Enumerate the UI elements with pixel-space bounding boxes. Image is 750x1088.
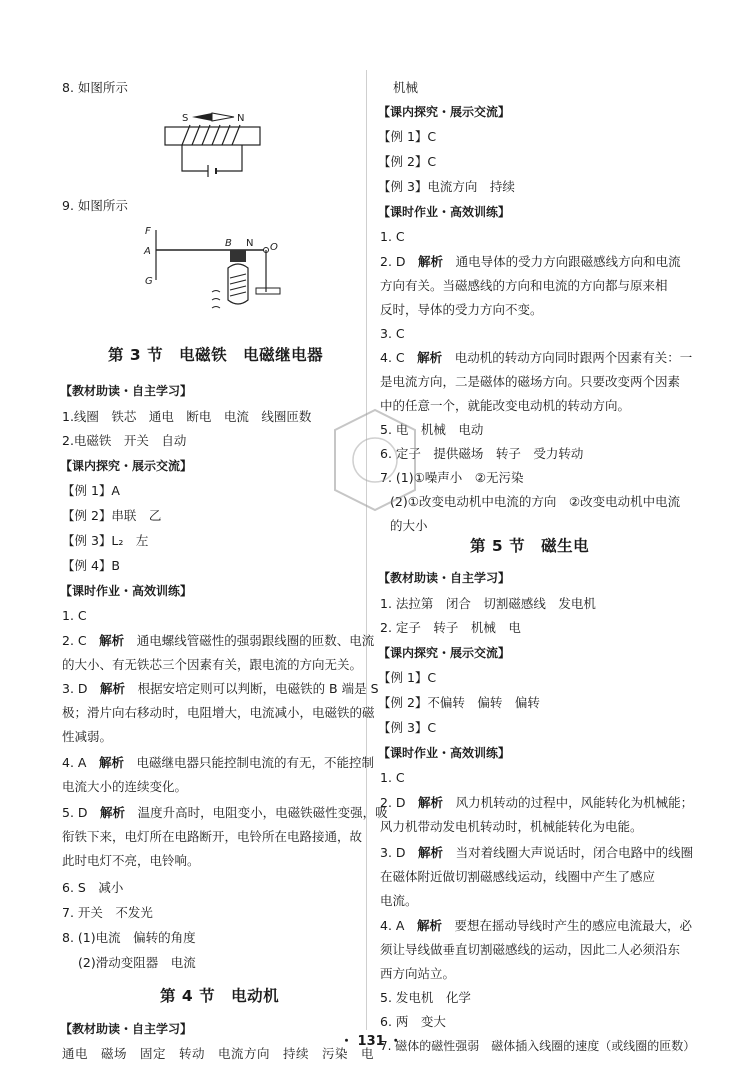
practice-3-line-3: 性减弱。 bbox=[62, 729, 113, 744]
guide-answer-1-r: 1. 法拉第 闭合 切割磁感线 发电机 bbox=[380, 596, 596, 611]
practice-7-r-line-1: 7. (1)①噪声小 ②无污染 bbox=[380, 470, 524, 485]
q8-intro: 8. 如图所示 bbox=[62, 80, 128, 95]
label-n2: N bbox=[246, 238, 254, 249]
heading-guide-2: 【教材助读・自主学习】 bbox=[60, 1022, 193, 1036]
example-1-r: 【例 1】C bbox=[378, 129, 437, 144]
practice-4-line-1: 4. A 解析 电磁继电器只能控制电流的有无，不能控制 bbox=[62, 755, 375, 770]
watermark-stamp bbox=[325, 400, 425, 520]
example-1-r2: 【例 1】C bbox=[378, 670, 437, 685]
practice-7-r-line-3: 的大小 bbox=[390, 518, 428, 533]
section-3-title: 第 3 节 电磁铁 电磁继电器 bbox=[108, 346, 324, 364]
section-4-title: 第 4 节 电动机 bbox=[160, 987, 280, 1005]
heading-explore: 【课内探究・展示交流】 bbox=[60, 459, 193, 473]
q-2-r-line-2: 风力机带动发电机转动时，机械能转化为电能。 bbox=[380, 819, 643, 834]
solenoid-coil bbox=[182, 125, 240, 145]
label-o: O bbox=[270, 242, 278, 253]
practice-4-r-line-1: 4. C 解析 电动机的转动方向同时跟两个因素有关：一 bbox=[380, 350, 693, 365]
compass-needle-n bbox=[212, 113, 234, 121]
practice-4-line-2: 电流大小的连续变化。 bbox=[62, 779, 188, 794]
solenoid-figure bbox=[160, 103, 270, 183]
q-5-r: 5. 发电机 化学 bbox=[380, 990, 471, 1005]
heading-explore-r2: 【课内探究・展示交流】 bbox=[378, 646, 511, 660]
label-f: F bbox=[145, 226, 151, 237]
practice-8-line-1: 8. (1)电流 偏转的角度 bbox=[62, 930, 196, 945]
armature bbox=[230, 250, 246, 262]
example-3: 【例 3】L₂ 左 bbox=[62, 533, 149, 548]
practice-7: 7. 开关 不发光 bbox=[62, 905, 153, 920]
q-3-r-line-2: 在磁体附近做切割磁感线运动，线圈中产生了感应 bbox=[380, 869, 656, 884]
page-number: ・ 131 ・ bbox=[340, 1034, 403, 1049]
example-3-r2: 【例 3】C bbox=[378, 720, 437, 735]
label-s: S bbox=[182, 113, 189, 124]
practice-6-r: 6. 定子 提供磁场 转子 受力转动 bbox=[380, 446, 584, 461]
circuit-wire bbox=[182, 145, 242, 171]
practice-3-r: 3. C bbox=[380, 326, 405, 341]
q-3-r-line-3: 电流。 bbox=[380, 893, 418, 908]
heading-guide: 【教材助读・自主学习】 bbox=[60, 384, 193, 398]
coil-windings bbox=[230, 274, 246, 296]
guide-answer-1: 1.线圈 铁芯 通电 断电 电流 线圈匝数 bbox=[62, 409, 312, 424]
practice-4-r-line-2: 是电流方向，二是磁体的磁场方向。只要改变两个因素 bbox=[380, 374, 681, 389]
label-g: G bbox=[145, 276, 153, 287]
guide-answer-s4: 通电 磁场 固定 转动 电流方向 持续 污染 电 bbox=[62, 1046, 375, 1061]
example-3-r: 【例 3】电流方向 持续 bbox=[378, 179, 515, 194]
practice-2-r-line-2: 方向有关。当磁感线的方向和电流的方向都与原来相 bbox=[380, 278, 668, 293]
support-base bbox=[256, 288, 280, 294]
practice-2-r-line-3: 反时，导体的受力方向不变。 bbox=[380, 302, 543, 317]
practice-2-r-line-1: 2. D 解析 通电导体的受力方向跟磁感线方向和电流 bbox=[380, 254, 681, 269]
practice-1: 1. C bbox=[62, 608, 87, 623]
practice-2-line-2: 的大小、有无铁芯三个因素有关，跟电流的方向无关。 bbox=[62, 657, 363, 672]
guide-answer-2-r: 2. 定子 转子 机械 电 bbox=[380, 620, 521, 635]
q-1-r: 1. C bbox=[380, 770, 405, 785]
wire-leads bbox=[212, 291, 220, 309]
guide-answer-2: 2.电磁铁 开关 自动 bbox=[62, 433, 187, 448]
q-2-r-line-1: 2. D 解析 风力机转动的过程中，风能转化为机械能； bbox=[380, 795, 694, 810]
practice-3-line-1: 3. D 解析 根据安培定则可以判断，电磁铁的 B 端是 S bbox=[62, 681, 379, 696]
q-4-r-line-3: 西方向站立。 bbox=[380, 966, 456, 981]
q-4-r-line-2: 须让导线做垂直切割磁感线的运动，因此二人必须沿东 bbox=[380, 942, 681, 957]
heading-practice-r: 【课时作业・高效训练】 bbox=[378, 205, 511, 219]
practice-6: 6. S 减小 bbox=[62, 880, 124, 895]
q-3-r-line-1: 3. D 解析 当对着线圈大声说话时，闭合电路中的线圈 bbox=[380, 845, 694, 860]
practice-1-r: 1. C bbox=[380, 229, 405, 244]
heading-practice: 【课时作业・高效训练】 bbox=[60, 584, 193, 598]
heading-practice-r2: 【课时作业・高效训练】 bbox=[378, 746, 511, 760]
practice-5-r: 5. 电 机械 电动 bbox=[380, 422, 484, 437]
continued-text: 机械 bbox=[393, 80, 419, 95]
column-divider bbox=[366, 70, 367, 1030]
heading-explore-r: 【课内探究・展示交流】 bbox=[378, 105, 511, 119]
q-4-r-line-1: 4. A 解析 要想在摇动导线时产生的感应电流最大，必 bbox=[380, 918, 693, 933]
practice-4-r-line-3: 中的任意一个，就能改变电动机的转动方向。 bbox=[380, 398, 631, 413]
practice-7-r-line-2: (2)①改变电动机中电流的方向 ②改变电动机中电流 bbox=[390, 494, 681, 509]
section-5-title: 第 5 节 磁生电 bbox=[470, 537, 590, 555]
practice-3-line-2: 极；滑片向右移动时，电阻增大，电流减小，电磁铁的磁 bbox=[62, 705, 375, 720]
q-6-r: 6. 两 变大 bbox=[380, 1014, 446, 1029]
label-a: A bbox=[144, 246, 151, 257]
practice-8-line-2: (2)滑动变阻器 电流 bbox=[78, 955, 196, 970]
relay-figure bbox=[140, 220, 300, 325]
label-b: B bbox=[225, 238, 232, 249]
practice-5-line-3: 此时电灯不亮，电铃响。 bbox=[62, 853, 200, 868]
practice-2-line-1: 2. C 解析 通电螺线管磁性的强弱跟线圈的匝数、电流 bbox=[62, 633, 375, 648]
example-2-r2: 【例 2】不偏转 偏转 偏转 bbox=[378, 695, 540, 710]
q9-intro: 9. 如图所示 bbox=[62, 198, 128, 213]
heading-guide-r: 【教材助读・自主学习】 bbox=[378, 571, 511, 585]
example-2: 【例 2】串联 乙 bbox=[62, 508, 162, 523]
example-4: 【例 4】B bbox=[62, 558, 121, 573]
label-n: N bbox=[237, 113, 245, 124]
practice-5-line-1: 5. D 解析 温度升高时，电阻变小，电磁铁磁性变强，吸 bbox=[62, 805, 388, 820]
q-7-r: 7. 磁体的磁性强弱 磁体插入线圈的速度（或线圈的匝数） bbox=[380, 1039, 696, 1053]
example-1: 【例 1】A bbox=[62, 483, 120, 498]
example-2-r: 【例 2】C bbox=[378, 154, 437, 169]
practice-5-line-2: 衔铁下来，电灯所在电路断开，电铃所在电路接通，故 bbox=[62, 829, 363, 844]
compass-needle-s bbox=[192, 113, 212, 121]
